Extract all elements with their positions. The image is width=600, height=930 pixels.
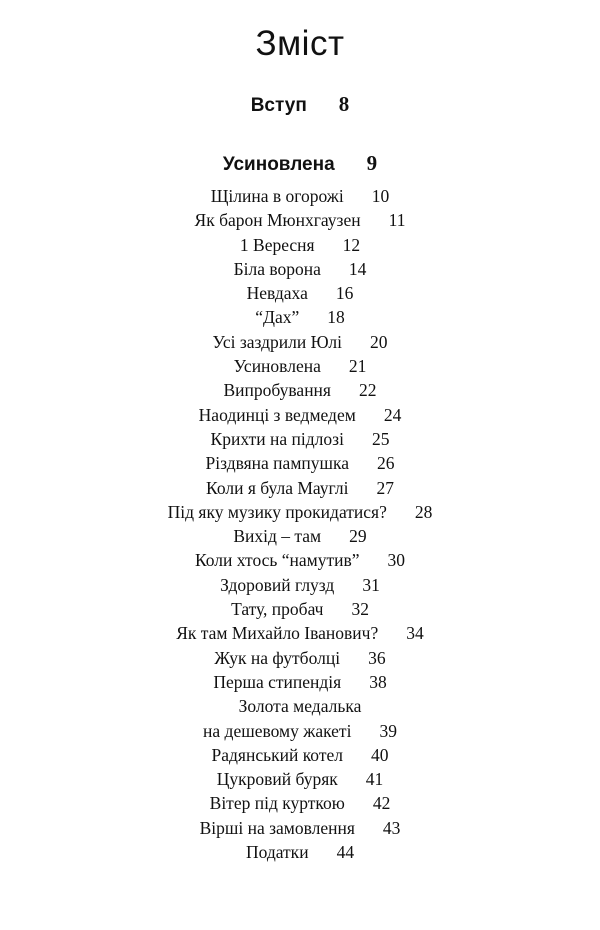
toc-part-label: Усиновлена xyxy=(222,154,335,175)
toc-entry-page: 26 xyxy=(377,453,395,474)
toc-entry-label-line1: Золота медалька xyxy=(238,696,362,717)
toc-entry-label: Цукровий буряк xyxy=(216,769,338,790)
toc-entry xyxy=(0,184,600,208)
toc-intro xyxy=(0,92,600,117)
toc-entry-page: 43 xyxy=(382,817,401,838)
toc-entry xyxy=(0,233,600,257)
toc-entry xyxy=(0,330,600,354)
toc-entry xyxy=(0,597,600,621)
toc-entry-label: Біла ворона xyxy=(233,258,321,279)
toc-entry xyxy=(0,816,600,840)
toc-entry-page: 30 xyxy=(387,550,406,571)
toc-entry-label: Випробування xyxy=(223,380,331,401)
toc-entry xyxy=(0,500,600,524)
toc-entry-label: Вихід – там xyxy=(233,526,322,547)
toc-entry xyxy=(0,305,600,329)
toc-entry-label: 1 Вересня xyxy=(239,234,315,255)
toc-entry xyxy=(0,354,600,378)
toc-entry-label: Як барон Мюнхгаузен xyxy=(194,210,361,231)
toc-entry-label: “Дах” xyxy=(255,307,300,328)
toc-entry-label: Радянський котел xyxy=(211,744,343,765)
toc-entry-page: 16 xyxy=(335,283,354,304)
toc-entry-page: 29 xyxy=(349,526,367,547)
toc-part-heading xyxy=(0,151,600,176)
toc-entry-label: Невдаха xyxy=(246,283,308,304)
toc-entry-page: 32 xyxy=(351,599,369,620)
toc-entry-label: Вірші на замовлення xyxy=(199,817,355,838)
toc-entry xyxy=(0,378,600,402)
toc-entry-page: 40 xyxy=(370,744,389,765)
toc-list xyxy=(0,184,600,864)
toc-entry-page: 42 xyxy=(372,793,391,814)
toc-entry-label: Щілина в огорожі xyxy=(210,186,344,206)
toc-entry-page: 18 xyxy=(327,307,345,328)
toc-entry-page: 10 xyxy=(371,186,390,206)
toc-entry xyxy=(0,524,600,548)
toc-entry-page: 38 xyxy=(369,671,387,692)
toc-entry-page: 36 xyxy=(368,647,386,668)
toc-entry-label: Крихти на підлозі xyxy=(210,428,344,449)
toc-entry xyxy=(0,403,600,427)
toc-entry-page: 34 xyxy=(406,623,424,644)
toc-entry xyxy=(0,427,600,451)
toc-entry-label: Різдвяна пампушка xyxy=(205,453,349,474)
toc-entry-page: 21 xyxy=(348,356,367,377)
toc-entry-page: 14 xyxy=(348,258,367,279)
toc-entry xyxy=(0,694,600,743)
toc-entry-label: Наодинці з ведмедем xyxy=(198,404,356,425)
page-title: Зміст xyxy=(255,24,345,63)
toc-entry xyxy=(0,476,600,500)
toc-entry-label: Під яку музику прокидатися? xyxy=(167,501,387,522)
toc-entry-label-line2: на дешевому жакеті xyxy=(203,720,352,741)
toc-entry-label: Перша стипендія xyxy=(213,671,342,692)
toc-entry xyxy=(0,451,600,475)
toc-entry-page: 28 xyxy=(414,501,433,522)
toc-entry-page: 22 xyxy=(358,380,377,401)
toc-entry-label: Як там Михайло Іванович? xyxy=(176,623,379,644)
toc-entry-label: Коли хтось “намутив” xyxy=(194,550,360,571)
toc-entry-page: 44 xyxy=(336,842,355,863)
toc-entry-page: 27 xyxy=(376,477,394,498)
toc-entry xyxy=(0,281,600,305)
toc-intro-page: 8 xyxy=(338,92,350,116)
toc-entry-page: 24 xyxy=(383,404,402,425)
toc-entry xyxy=(0,840,600,864)
toc-entry xyxy=(0,743,600,767)
toc-entry-label: Жук на футболці xyxy=(214,647,341,668)
toc-entry-page: 31 xyxy=(362,574,380,595)
toc-part-page: 9 xyxy=(366,151,378,175)
toc-entry xyxy=(0,767,600,791)
toc-intro-label: Вступ xyxy=(250,95,307,116)
toc-entry xyxy=(0,646,600,670)
toc-entry-page: 25 xyxy=(371,428,390,449)
toc-entry-label: Податки xyxy=(245,842,309,863)
toc-entry-page: 39 xyxy=(379,720,397,741)
toc-entry-page: 12 xyxy=(342,234,361,255)
toc-entry-label: Тату, пробач xyxy=(231,599,324,620)
toc-entry-label: Усиновлена xyxy=(233,356,321,377)
toc-entry xyxy=(0,208,600,232)
toc-entry-label: Здоровий глузд xyxy=(220,574,335,595)
toc-entry-label: Усі заздрили Юлі xyxy=(212,331,342,352)
toc-entry xyxy=(0,670,600,694)
toc-entry-page: 41 xyxy=(365,769,384,790)
toc-entry-page: 11 xyxy=(388,210,406,231)
toc-entry xyxy=(0,257,600,281)
toc-entry xyxy=(0,791,600,815)
toc-entry-label: Коли я була Мауглі xyxy=(206,477,349,498)
toc-entry xyxy=(0,621,600,645)
toc-entry xyxy=(0,573,600,597)
toc-entry xyxy=(0,548,600,572)
toc-entry-label: Вітер під курткою xyxy=(209,793,345,814)
toc-entry-page: 20 xyxy=(369,331,388,352)
